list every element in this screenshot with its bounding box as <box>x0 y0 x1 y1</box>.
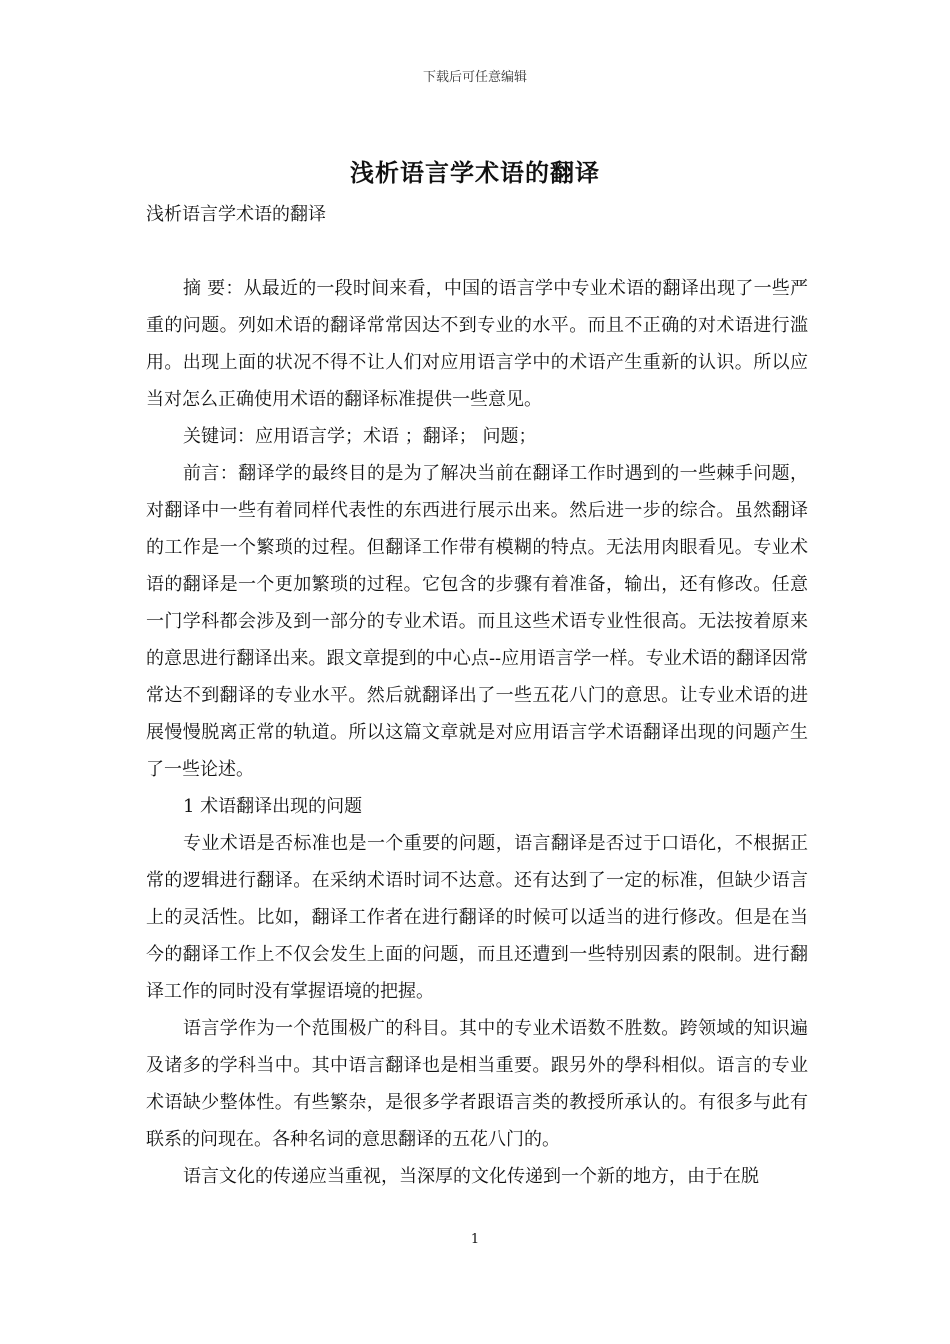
body-paragraph: 语言文化的传递应当重视，当深厚的文化传递到一个新的地方，由于在脱 <box>183 1166 759 1187</box>
body-paragraph: 专业术语是否标准也是一个重要的问题，语言翻译是否过于口语化，不根据正常的逻辑进行翻译。在采纳术语时词不达意。还有达到了一定的标准，但缺少语言上的灵活性。比如，翻译工作者在进行翻译的时候可以适当的进行修改。但是在当今的翻译工作上不仅会发生上面的问题，而且还遭到一些特别因素的限制。进行翻译工作的同时没有掌握语境的把握。 <box>146 833 808 1002</box>
document-subtitle: 浅析语言学术语的翻译 <box>146 204 326 225</box>
document-title: 浅析语言学术语的翻译 <box>350 158 600 187</box>
abstract-paragraph: 摘 要：从最近的一段时间来看，中国的语言学中专业术语的翻译出现了一些严重的问题。列如术语的翻译常常因达不到专业的水平。而且不正确的对术语进行滥用。出现上面的状况不得不让人们对应用语言学中的术语产生重新的认识。所以应当对怎么正确使用术语的翻译标准提供一些意见。 <box>146 278 808 410</box>
document-body <box>146 270 808 1195</box>
page-number: 1 <box>470 1232 480 1247</box>
keywords-paragraph: 关键词：应用语言学；术语 ；翻译； 问题； <box>183 426 537 447</box>
section-heading: 1 术语翻译出现的问题 <box>183 796 363 817</box>
body-paragraph: 语言学作为一个范围极广的科目。其中的专业术语数不胜数。跨领域的知识遍及诸多的学科当中。其中语言翻译也是相当重要。跟另外的學科相似。语言的专业术语缺少整体性。有些繁杂，是很多学者跟语言类的教授所承认的。有很多与此有联系的问现在。各种名词的意思翻译的五花八门的。 <box>146 1018 808 1150</box>
preface-paragraph: 前言：翻译学的最终目的是为了解决当前在翻译工作时遇到的一些棘手问题，对翻译中一些有着同样代表性的东西进行展示出来。然后进一步的综合。虽然翻译的工作是一个繁琐的过程。但翻译工作带有模糊的特点。无法用肉眼看见。专业术语的翻译是一个更加繁琐的过程。它包含的步骤有着准备，输出，还有修改。任意一门学科都会涉及到一部分的专业术语。而且这些术语专业性很高。无法按着原来的意思进行翻译出来。跟文章提到的中心点--应用语言学一样。专业术语的翻译因常常达不到翻译的专业水平。然后就翻译出了一些五花八门的意思。让专业术语的进展慢慢脱离正常的轨道。所以这篇文章就是对应用语言学术语翻译出现的问题产生了一些论述。 <box>146 463 808 780</box>
page-header: 下载后可任意编辑 <box>422 70 527 85</box>
